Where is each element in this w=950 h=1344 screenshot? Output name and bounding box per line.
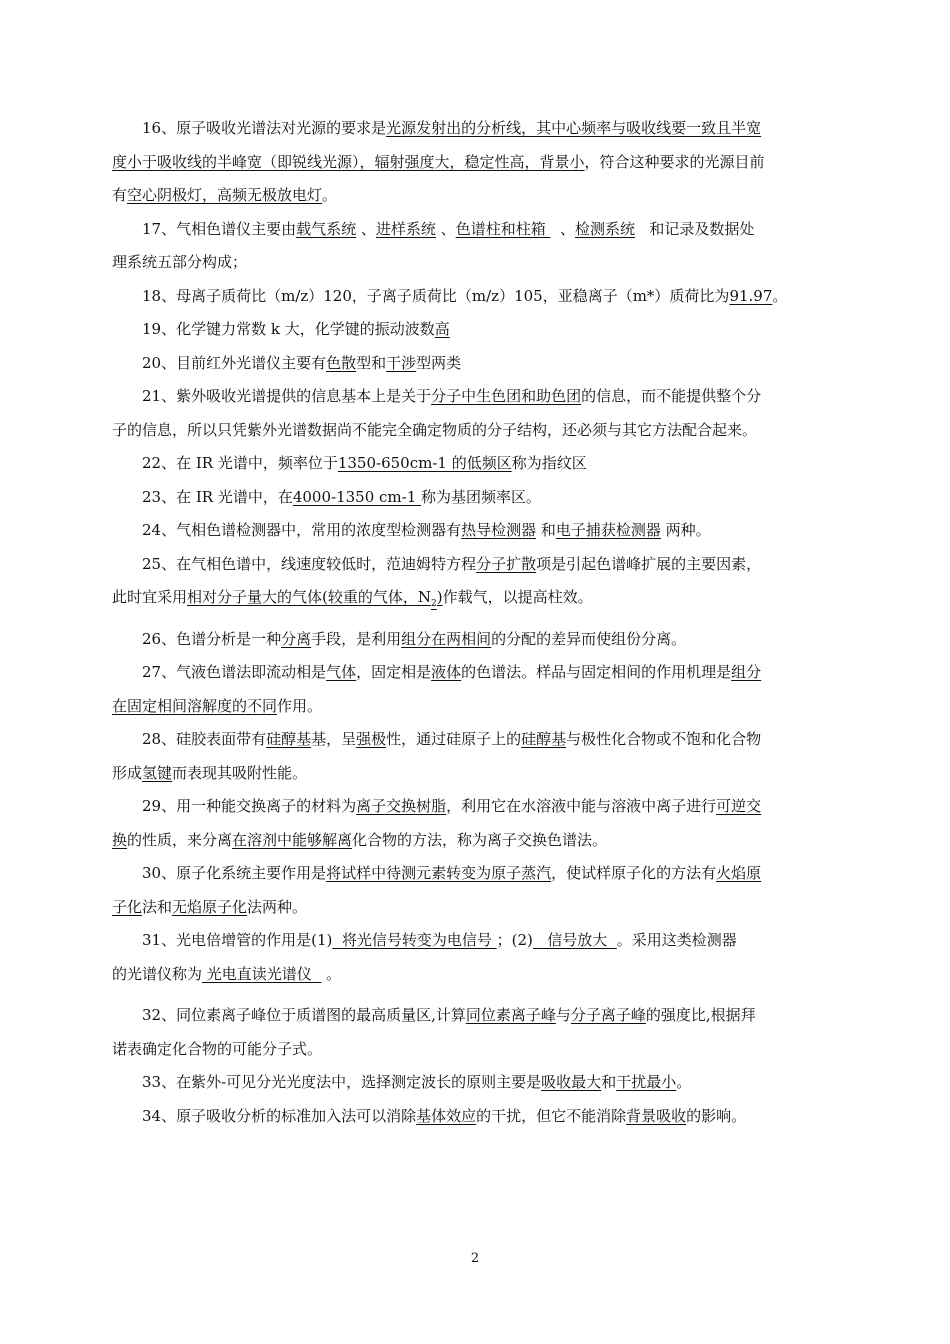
answer-text: 液体 (431, 663, 462, 681)
question-text: 化合物的方法，称为离子交换色谱法。 (352, 830, 608, 849)
answer-text: ) (436, 588, 443, 606)
question-text: 性，通过硅原子上的 (386, 730, 522, 748)
question-text: 称为指纹区 (511, 454, 587, 472)
answer-text: 将光信号转变为电信号 (332, 931, 497, 949)
answer-text: 度小于吸收线的半峰宽（即锐线光源），辐射强度大，稳定性高，背景小 (112, 152, 585, 171)
text-line (112, 246, 838, 280)
question-text: 理系统五部分构成； (112, 253, 248, 271)
text-line (112, 380, 838, 414)
question-text: 18、母离子质荷比（m/z）120，子离子质荷比（m/z）105，亚稳离子（m*）质荷比为 (142, 286, 730, 305)
text-line (112, 757, 838, 791)
answer-text: 分子离子峰 (570, 1006, 646, 1024)
question-text: 24、气相色谱检测器中，常用的浓度型检测器有 (142, 521, 462, 539)
question-paragraph (112, 790, 838, 857)
question-text: ，固定相是 (356, 663, 432, 681)
question-text: 。 (772, 286, 788, 305)
question-text: 25、在气相色谱中，线速度较低时，范迪姆特方程 (142, 554, 477, 573)
text-line (112, 891, 838, 925)
question-text: 22、在 IR 光谱中，频率位于 (142, 454, 338, 472)
answer-text: 色散 (326, 353, 357, 372)
text-line (112, 824, 838, 858)
text-line (112, 447, 838, 481)
answer-text: 光源发射出的分析线，其中心频率与吸收线要一致且半宽 (386, 119, 762, 137)
answer-subscript: 2 (431, 599, 437, 609)
question-text: 法两种。 (247, 897, 308, 916)
answer-text: 可逆交 (716, 797, 762, 815)
text-line (112, 514, 838, 548)
question-text: 30、原子化系统主要作用是 (142, 864, 327, 882)
answer-text: 将试样中待测元素转变为原子蒸汽 (326, 864, 552, 882)
question-paragraph (112, 656, 838, 723)
text-line (112, 213, 838, 247)
question-text: 32、同位素离子峰位于质谱图的最高质量区,计算 (142, 1006, 466, 1024)
question-text: ，使试样原子化的方法有 (551, 864, 717, 882)
document-body (112, 112, 838, 1133)
answer-text: 子化 (112, 897, 143, 916)
question-text: 17、气相色谱仪主要由 (142, 219, 297, 238)
question-text: ，利用它在水溶液中能与溶液中离子进行 (446, 797, 717, 815)
question-paragraph (112, 548, 838, 615)
question-text: 的光谱仪称为 (112, 964, 203, 983)
text-line (112, 481, 838, 515)
question-paragraph (112, 313, 838, 347)
question-paragraph (112, 1066, 838, 1100)
question-text: 法和 (142, 897, 173, 916)
answer-text: 氢键 (142, 763, 173, 782)
question-text: 。采用这类检测器 (616, 931, 737, 949)
page-number: 2 (470, 1251, 480, 1266)
text-line (112, 1100, 838, 1134)
question-text: 型两类 (416, 353, 462, 372)
question-text: 而表现其吸附性能。 (172, 763, 308, 782)
answer-text: 检测系统 (575, 219, 636, 238)
question-text: 29、用一种能交换离子的材料为 (142, 797, 357, 815)
answer-text: 分子中生色团和助色团 (431, 387, 582, 405)
answer-text: 硅醇基 (266, 730, 312, 748)
answer-text: 载气系统 (296, 219, 357, 238)
answer-text: 组分 (731, 663, 762, 681)
text-line (112, 656, 838, 690)
question-paragraph (112, 481, 838, 515)
text-line (112, 414, 838, 448)
answer-text: 信号放大 (532, 931, 617, 949)
question-text: 和 (601, 1073, 617, 1091)
question-text: 与 (555, 1006, 571, 1024)
question-paragraph (112, 623, 838, 657)
question-text: 的性质，来分离 (127, 830, 233, 849)
question-paragraph (112, 213, 838, 280)
answer-text: 硅醇基 (521, 730, 567, 748)
question-text: 的干扰，但它不能消除 (476, 1106, 627, 1125)
text-line (112, 723, 838, 757)
question-text: 27、气液色谱法即流动相是 (142, 663, 327, 681)
text-line (112, 690, 838, 724)
text-line (112, 623, 838, 657)
question-text: 和记录及数据处 (635, 219, 755, 238)
question-text: 有 (112, 186, 128, 204)
question-paragraph (112, 857, 838, 924)
question-text: 的影响。 (686, 1106, 747, 1125)
question-text: 手段，是利用 (311, 629, 402, 648)
question-paragraph (112, 280, 838, 314)
text-line (112, 790, 838, 824)
question-text: 、 (435, 219, 456, 238)
text-line (112, 1033, 838, 1067)
question-text: 34、原子吸收分析的标准加入法可以消除 (142, 1106, 417, 1125)
answer-text: 火焰原 (716, 864, 762, 882)
question-text: 。 (321, 964, 342, 983)
question-text: 和 (536, 521, 556, 539)
answer-text: 在固定相间溶解度的不同 (112, 696, 278, 715)
answer-text: 色谱柱和柱箱 (455, 219, 551, 238)
question-paragraph (112, 447, 838, 481)
question-paragraph (112, 924, 838, 991)
question-text: 两种。 (660, 521, 711, 539)
question-text: 项是引起色谱峰扩展的主要因素， (536, 554, 762, 573)
answer-text: 干涉 (386, 353, 417, 372)
question-text: 20、目前红外光谱仪主要有 (142, 353, 327, 372)
answer-text: 干扰最小 (616, 1073, 677, 1091)
question-text: 子的信息，所以只凭紫外光谱数据尚不能完全确定物质的分子结构，还必须与其它方法配合起来。 (112, 420, 758, 439)
answer-text: 1350-650cm-1 的低频区 (337, 454, 512, 472)
answer-text: 相对分子量大的气体(较重的气体，N (187, 588, 431, 606)
answer-text: 空心阴极灯，高频无极放电灯 (127, 186, 323, 204)
answer-text: 无焰原子化 (172, 897, 248, 916)
text-line (112, 280, 838, 314)
text-line (112, 112, 838, 146)
question-paragraph (112, 1100, 838, 1134)
question-text: 的分配的差异而使组份分离。 (491, 629, 687, 648)
question-text: 与极性化合物或不饱和化合物 (566, 730, 762, 748)
question-paragraph (112, 999, 838, 1066)
text-line (112, 548, 838, 582)
answer-text: 离子交换树脂 (356, 797, 447, 815)
answer-text: 光电直读光谱仪 (202, 964, 322, 983)
answer-text: 热导检测器 (461, 521, 537, 539)
text-line (112, 1066, 838, 1100)
answer-text: 电子捕获检测器 (555, 521, 661, 539)
question-text: 诺表确定化合物的可能分子式。 (112, 1039, 323, 1058)
question-text: 的信息，而不能提供整个分 (581, 387, 762, 405)
question-paragraph (112, 347, 838, 381)
answer-text: 在溶剂中能够解离 (232, 830, 353, 849)
answer-text: 4000-1350 cm-1 (292, 487, 422, 506)
answer-text: 换 (112, 830, 128, 849)
question-text: 。 (322, 186, 338, 204)
question-paragraph (112, 514, 838, 548)
question-text: 型和 (356, 353, 387, 372)
question-text: 形成 (112, 763, 143, 782)
answer-text: 同位素离子峰 (465, 1006, 556, 1024)
text-line (112, 146, 838, 180)
question-text: 称为基团频率区。 (421, 487, 542, 506)
question-text: 。 (676, 1073, 692, 1091)
question-text: 基，呈 (311, 730, 357, 748)
question-text: 26、色谱分析是一种 (142, 629, 282, 648)
text-line (112, 857, 838, 891)
question-text: 23、在 IR 光谱中，在 (142, 487, 293, 506)
question-text: 的强度比,根据拜 (645, 1006, 756, 1024)
text-line (112, 581, 838, 615)
question-paragraph (112, 723, 838, 790)
answer-text: 吸收最大 (541, 1073, 602, 1091)
text-line (112, 347, 838, 381)
answer-text: 高 (434, 320, 450, 338)
question-text: 、 (356, 219, 376, 238)
question-text: 此时宜采用 (112, 588, 188, 606)
text-line (112, 179, 838, 213)
answer-text: 91.97 (729, 286, 773, 305)
question-paragraph (112, 380, 838, 447)
question-text: 、 (550, 219, 576, 238)
text-line (112, 313, 838, 347)
answer-text: 分离 (281, 629, 312, 648)
question-text: 21、紫外吸收光谱提供的信息基本上是关于 (142, 387, 432, 405)
question-text: 33、在紫外-可见分光光度法中，选择测定波长的原则主要是 (142, 1073, 542, 1091)
question-text: 作用。 (277, 696, 323, 715)
answer-text: 背景吸收 (626, 1106, 687, 1125)
text-line (112, 924, 838, 958)
answer-text: 气体 (326, 663, 357, 681)
answer-text: 强极 (356, 730, 387, 748)
question-text: 28、硅胶表面带有 (142, 730, 267, 748)
text-line (112, 958, 838, 992)
answer-text: 分子扩散 (476, 554, 537, 573)
answer-text: 进样系统 (375, 219, 436, 238)
answer-text: 基体效应 (416, 1106, 477, 1125)
question-text: 16、原子吸收光谱法对光源的要求是 (142, 119, 387, 137)
question-text: 的色谱法。样品与固定相间的作用机理是 (461, 663, 732, 681)
question-text: 作载气，以提高柱效。 (442, 588, 593, 606)
question-text: ，符合这种要求的光源目前 (584, 152, 765, 171)
text-line (112, 999, 838, 1033)
question-paragraph (112, 112, 838, 213)
question-text: ；(2) (496, 931, 533, 949)
answer-text: 组分在两相间 (401, 629, 492, 648)
question-text: 19、化学键力常数 k 大，化学键的振动波数 (142, 320, 435, 338)
question-text: 31、光电倍增管的作用是(1) (142, 931, 333, 949)
